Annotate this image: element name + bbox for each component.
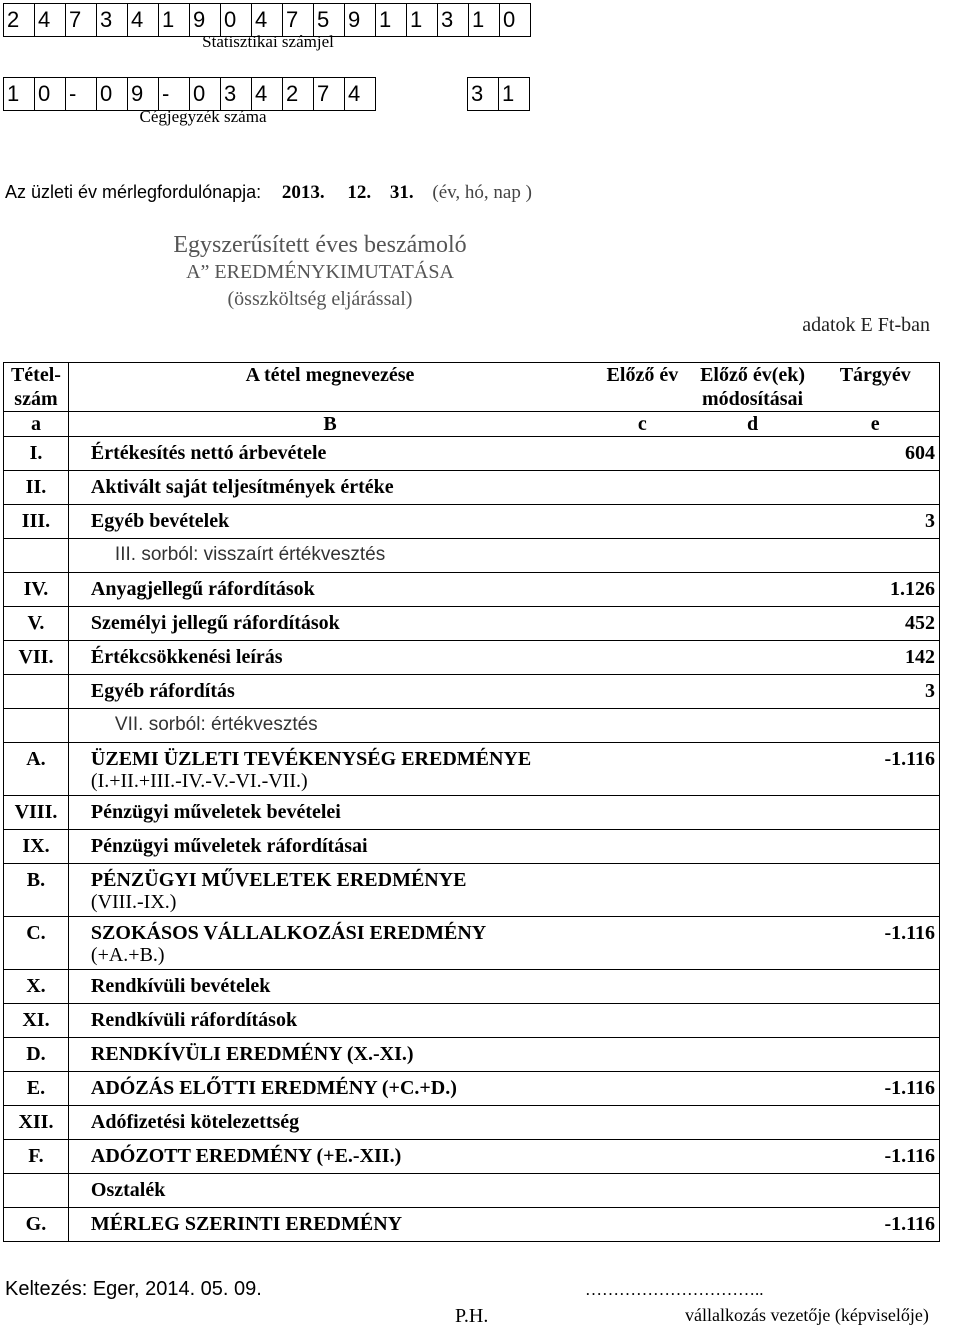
row-prev [591, 573, 693, 607]
row-value: -1.116 [812, 743, 940, 796]
row-name-text: Osztalék [90, 1179, 166, 1201]
reg-digit-5: - [159, 78, 190, 111]
row-prev [591, 917, 693, 970]
row-mod [694, 573, 812, 607]
row-code: D. [4, 1038, 69, 1072]
row-name [68, 1072, 591, 1106]
table-row [4, 1004, 940, 1038]
table-row [4, 471, 940, 505]
reg-digit-0: 1 [4, 78, 35, 111]
stat-digit-7: 0 [221, 4, 252, 37]
row-prev [591, 743, 693, 796]
row-name [68, 505, 591, 539]
row-value: -1.116 [812, 1140, 940, 1174]
letter-e: e [812, 412, 940, 437]
footer-dots: ………………………….. [585, 1280, 764, 1299]
row-name-text: ADÓZOTT EREDMÉNY (+E.-XII.) [90, 1145, 402, 1167]
table-row [4, 796, 940, 830]
row-name [68, 796, 591, 830]
row-name-text: Anyagjellegű ráfordítások [90, 578, 315, 600]
row-name-text: Aktivált saját teljesítmények értéke [90, 476, 394, 498]
row-prev [591, 1208, 693, 1242]
row-name-text: Pénzügyi műveletek bevételei [90, 801, 341, 823]
table-row [4, 573, 940, 607]
row-code: XII. [4, 1106, 69, 1140]
row-prev [591, 1038, 693, 1072]
stat-digit-16: 0 [500, 4, 531, 37]
row-value: 604 [812, 437, 940, 471]
table-row [4, 1038, 940, 1072]
row-name-text: PÉNZÜGYI MŰVELETEK EREDMÉNYE [90, 869, 467, 891]
row-value: 3 [812, 675, 940, 709]
table-row [4, 917, 940, 970]
header-code [4, 363, 69, 412]
row-value [812, 539, 940, 573]
stat-digit-10: 5 [314, 4, 345, 37]
income-statement-table [3, 362, 940, 1242]
row-code: IV. [4, 573, 69, 607]
letter-d: d [694, 412, 812, 437]
footer-ph: P.H. [455, 1305, 489, 1327]
row-name-formula: (+A.+B.) [90, 944, 165, 966]
row-name [68, 743, 591, 796]
company-reg-boxes [3, 77, 376, 111]
row-prev [591, 505, 693, 539]
row-name [68, 709, 591, 743]
row-mod [694, 1038, 812, 1072]
row-value: 1.126 [812, 573, 940, 607]
row-code: X. [4, 970, 69, 1004]
header-code-line1: Tétel- [10, 364, 61, 386]
table-row [4, 1174, 940, 1208]
row-prev [591, 607, 693, 641]
reg-digit-2: - [66, 78, 97, 111]
row-name-formula: (I.+II.+III.-IV.-V.-VI.-VII.) [90, 770, 308, 792]
stat-digit-9: 7 [283, 4, 314, 37]
row-name [68, 641, 591, 675]
row-name [68, 437, 591, 471]
row-mod [694, 1106, 812, 1140]
table-row [4, 641, 940, 675]
table-row [4, 505, 940, 539]
row-prev [591, 864, 693, 917]
reg-extra-digit-0: 3 [468, 78, 499, 111]
row-value [812, 1106, 940, 1140]
stat-digit-3: 3 [97, 4, 128, 37]
row-name [68, 830, 591, 864]
table-row [4, 970, 940, 1004]
row-code: V. [4, 607, 69, 641]
row-code: VIII. [4, 796, 69, 830]
row-name-text: Egyéb bevételek [90, 510, 230, 532]
row-mod [694, 1174, 812, 1208]
row-value [812, 709, 940, 743]
row-name [68, 917, 591, 970]
row-mod [694, 471, 812, 505]
stat-digit-12: 1 [376, 4, 407, 37]
report-method: (összköltség eljárással) [227, 288, 413, 310]
row-mod [694, 830, 812, 864]
row-prev [591, 1072, 693, 1106]
letter-c: c [591, 412, 693, 437]
row-name [68, 1004, 591, 1038]
row-value [812, 1174, 940, 1208]
row-mod [694, 917, 812, 970]
balance-date-day: 31. [389, 182, 414, 203]
row-prev [591, 471, 693, 505]
row-mod [694, 970, 812, 1004]
row-name [68, 573, 591, 607]
row-mod [694, 675, 812, 709]
row-mod [694, 796, 812, 830]
row-prev [591, 675, 693, 709]
reg-extra-digit-1: 1 [499, 78, 530, 111]
letter-b: B [68, 412, 591, 437]
row-name [68, 970, 591, 1004]
row-prev [591, 539, 693, 573]
stat-digit-15: 1 [469, 4, 500, 37]
table-row [4, 830, 940, 864]
table-row [4, 1208, 940, 1242]
row-mod [694, 743, 812, 796]
reg-digit-10: 7 [314, 78, 345, 111]
row-name-text: III. sorból: visszaírt értékvesztés [114, 544, 386, 565]
row-value: 3 [812, 505, 940, 539]
stat-digit-2: 7 [66, 4, 97, 37]
table-row [4, 1072, 940, 1106]
stat-digit-1: 4 [35, 4, 66, 37]
row-name-text: Rendkívüli ráfordítások [90, 1009, 298, 1031]
row-mod [694, 607, 812, 641]
row-name [68, 539, 591, 573]
row-name [68, 1208, 591, 1242]
letter-a: a [4, 412, 69, 437]
balance-date-month: 12. [347, 182, 372, 203]
table-row [4, 743, 940, 796]
header-mod-line2: módosításai [701, 388, 804, 410]
row-name-text: ADÓZÁS ELŐTTI EREDMÉNY (+C.+D.) [90, 1077, 457, 1099]
table-row [4, 607, 940, 641]
row-code [4, 709, 69, 743]
row-prev [591, 1004, 693, 1038]
row-mod [694, 709, 812, 743]
table-row [4, 1106, 940, 1140]
reg-digit-7: 3 [221, 78, 252, 111]
row-code: VII. [4, 641, 69, 675]
stat-digit-14: 3 [438, 4, 469, 37]
balance-date-label: Az üzleti év mérlegfordulónapja: [5, 182, 262, 202]
row-name-text: Értékesítés nettó árbevétele [90, 442, 327, 464]
row-name-text: MÉRLEG SZERINTI EREDMÉNY [90, 1213, 403, 1235]
table-row [4, 675, 940, 709]
stat-digit-5: 1 [159, 4, 190, 37]
company-reg-caption: Cégjegyzék száma [139, 107, 267, 126]
row-value: -1.116 [812, 1072, 940, 1106]
row-name [68, 1140, 591, 1174]
row-code: A. [4, 743, 69, 796]
table-row [4, 709, 940, 743]
row-name [68, 675, 591, 709]
row-code [4, 1174, 69, 1208]
stat-digit-13: 1 [407, 4, 438, 37]
reg-digit-6: 0 [190, 78, 221, 111]
row-value: 452 [812, 607, 940, 641]
row-mod [694, 641, 812, 675]
stat-digit-0: 2 [4, 4, 35, 37]
balance-date-year: 2013. [281, 182, 325, 203]
row-code: I. [4, 437, 69, 471]
stat-digit-6: 9 [190, 4, 221, 37]
reg-digit-3: 0 [97, 78, 128, 111]
row-name-text: VII. sorból: értékvesztés [114, 714, 318, 735]
row-prev [591, 709, 693, 743]
row-name-text: Pénzügyi műveletek ráfordításai [90, 835, 368, 857]
row-mod [694, 437, 812, 471]
row-mod [694, 1208, 812, 1242]
stat-digit-8: 4 [252, 4, 283, 37]
row-value [812, 970, 940, 1004]
row-name-text: Rendkívüli bevételek [90, 975, 271, 997]
row-name [68, 1106, 591, 1140]
reg-digit-11: 4 [345, 78, 376, 111]
row-code [4, 675, 69, 709]
row-name [68, 1038, 591, 1072]
footer-signer: vállalkozás vezetője (képviselője) [685, 1305, 929, 1325]
table-row [4, 1140, 940, 1174]
row-name-text: Adófizetési kötelezettség [90, 1111, 300, 1133]
row-code: C. [4, 917, 69, 970]
header-name: A tétel megnevezése [68, 363, 591, 412]
row-mod [694, 1004, 812, 1038]
row-value: 142 [812, 641, 940, 675]
row-value [812, 1038, 940, 1072]
row-name [68, 607, 591, 641]
footer-date: Keltezés: Eger, 2014. 05. 09. [5, 1278, 262, 1300]
stat-digit-4: 4 [128, 4, 159, 37]
row-prev [591, 830, 693, 864]
table-row [4, 437, 940, 471]
header-mod [694, 363, 812, 412]
row-prev [591, 437, 693, 471]
row-code [4, 539, 69, 573]
stat-number-caption: Statisztikai számjel [202, 32, 334, 51]
row-mod [694, 1140, 812, 1174]
reg-digit-9: 2 [283, 78, 314, 111]
table-row [4, 864, 940, 917]
table-header-row [4, 363, 940, 412]
row-name-text: Személyi jellegű ráfordítások [90, 612, 340, 634]
row-name [68, 864, 591, 917]
row-code: B. [4, 864, 69, 917]
row-prev [591, 641, 693, 675]
balance-date-line [5, 182, 532, 204]
reg-digit-8: 4 [252, 78, 283, 111]
row-name-text: Értékcsökkenési leírás [90, 646, 283, 668]
row-value [812, 471, 940, 505]
row-name [68, 1174, 591, 1208]
report-subtitle: A” EREDMÉNYKIMUTATÁSA [186, 261, 454, 283]
row-name-formula: (VIII.-IX.) [90, 891, 177, 913]
row-prev [591, 796, 693, 830]
row-name [68, 471, 591, 505]
row-value [812, 830, 940, 864]
row-code: XI. [4, 1004, 69, 1038]
balance-date-format: (év, hó, nap ) [432, 182, 532, 203]
row-mod [694, 539, 812, 573]
row-value [812, 1004, 940, 1038]
row-code: II. [4, 471, 69, 505]
row-mod [694, 864, 812, 917]
row-mod [694, 1072, 812, 1106]
report-title: Egyszerűsített éves beszámoló [173, 232, 467, 258]
reg-digit-1: 0 [35, 78, 66, 111]
row-value [812, 864, 940, 917]
stat-digit-11: 9 [345, 4, 376, 37]
row-mod [694, 505, 812, 539]
row-code: G. [4, 1208, 69, 1242]
row-value: -1.116 [812, 917, 940, 970]
header-mod-line1: Előző év(ek) [700, 364, 806, 386]
row-name-text: SZOKÁSOS VÁLLALKOZÁSI EREDMÉNY [90, 922, 487, 944]
row-name-text: ÜZEMI ÜZLETI TEVÉKENYSÉG EREDMÉNYE [90, 748, 532, 770]
row-prev [591, 1140, 693, 1174]
row-code: IX. [4, 830, 69, 864]
reg-digit-4: 9 [128, 78, 159, 111]
row-prev [591, 1174, 693, 1208]
row-value [812, 796, 940, 830]
header-cur: Tárgyév [812, 363, 940, 412]
row-prev [591, 970, 693, 1004]
row-prev [591, 1106, 693, 1140]
row-code: E. [4, 1072, 69, 1106]
table-row [4, 539, 940, 573]
units-label: adatok E Ft-ban [802, 314, 930, 336]
table-letter-row [4, 412, 940, 437]
header-code-line2: szám [14, 388, 58, 410]
header-prev: Előző év [591, 363, 693, 412]
row-name-text: Egyéb ráfordítás [90, 680, 235, 702]
row-code: III. [4, 505, 69, 539]
row-code: F. [4, 1140, 69, 1174]
row-name-text: RENDKÍVÜLI EREDMÉNY (X.-XI.) [90, 1043, 414, 1065]
row-value: -1.116 [812, 1208, 940, 1242]
company-reg-extra-boxes [467, 77, 530, 111]
